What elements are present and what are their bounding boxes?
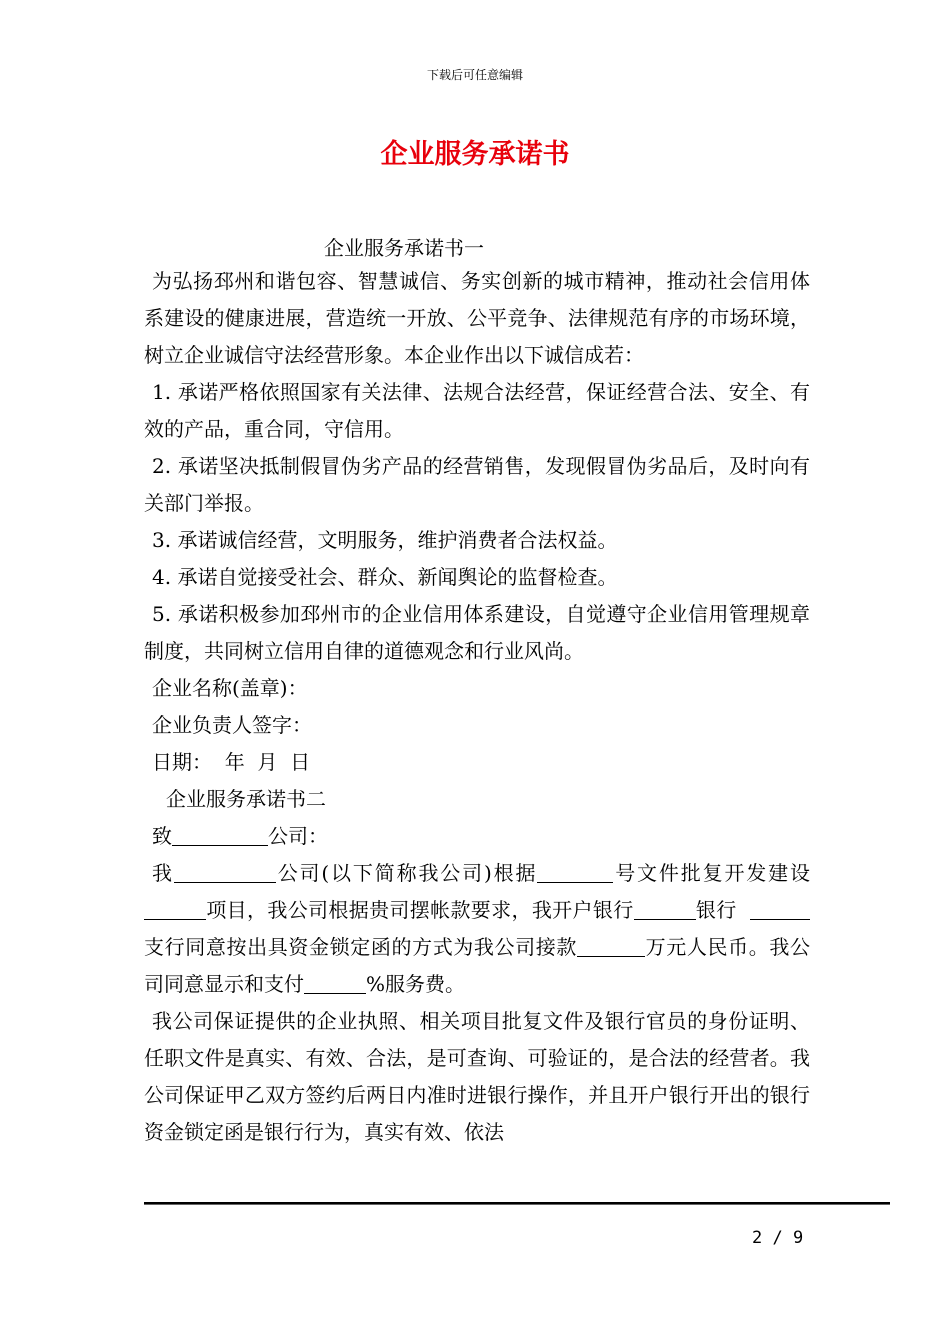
intro-paragraph: 为弘扬邳州和谐包容、智慧诚信、务实创新的城市精神，推动社会信用体系建设的健康进展，营造统一开放、公平竞争、法律规范有序的市场环境，树立企业诚信守法经营形象。本企业作出以下诚信成若： bbox=[144, 269, 810, 367]
blank-line bbox=[172, 823, 268, 846]
footer-rule bbox=[144, 1202, 890, 1205]
list-item: 3. 承诺诚信经营，文明服务，维护消费者合法权益。 bbox=[152, 528, 618, 552]
text-segment: 支行同意按出具资金锁定函的方式为我公司接款 bbox=[144, 935, 578, 959]
blank-line bbox=[750, 897, 810, 920]
addressee-suffix: 公司： bbox=[268, 824, 328, 848]
list-item: 2. 承诺坚决抵制假冒伪劣产品的经营销售，发现假冒伪劣品后，及时向有关部门举报。 bbox=[144, 454, 810, 515]
text-segment: 万元人民币。我公司同意显示和支付 bbox=[144, 935, 811, 996]
list-item: 1. 承诺严格依照国家有关法律、法规合法经营，保证经营合法、安全、有效的产品，重合同，守信用。 bbox=[144, 380, 810, 441]
section-title-2: 企业服务承诺书二 bbox=[166, 787, 326, 811]
section-title-1: 企业服务承诺书一 bbox=[324, 236, 484, 260]
list-item: 5. 承诺积极参加邳州市的企业信用体系建设，自觉遵守企业信用管理规章制度，共同树立信用自律的道德观念和行业风尚。 bbox=[144, 602, 810, 663]
text-segment: 银行 bbox=[695, 898, 737, 922]
blank-line bbox=[304, 971, 366, 994]
company-name-line: 企业名称(盖章)： bbox=[152, 676, 308, 700]
header-note: 下载后可任意编辑 bbox=[426, 68, 523, 82]
addressee-line bbox=[144, 818, 810, 855]
text-segment: %服务费。 bbox=[366, 972, 466, 996]
blank-line bbox=[577, 934, 645, 957]
document-title: 企业服务承诺书 bbox=[380, 139, 570, 170]
page-number: 2 / 9 bbox=[752, 1228, 804, 1248]
document-body bbox=[144, 263, 810, 1151]
text-segment: 我 bbox=[152, 861, 174, 885]
body-paragraph-2: 我公司保证提供的企业执照、相关项目批复文件及银行官员的身份证明、任职文件是真实、有效、合法，是可查询、可验证的，是合法的经营者。我公司保证甲乙双方签约后两日内准时进银行操作，并且开户银行开出的银行资金锁定函是银行行为，真实有效、依法 bbox=[144, 1009, 810, 1144]
addressee-prefix: 致 bbox=[152, 824, 172, 848]
blank-line bbox=[174, 860, 276, 883]
text-segment: 公司(以下简称我公司)根据 bbox=[275, 861, 538, 885]
text-segment: 号文件批复开发建设 bbox=[613, 861, 811, 885]
blank-line bbox=[144, 897, 206, 920]
text-segment: 项目，我公司根据贵司摆帐款要求，我开户银行 bbox=[206, 898, 634, 922]
blank-line bbox=[537, 860, 613, 883]
responsible-signature-line: 企业负责人签字： bbox=[152, 713, 312, 737]
list-item: 4. 承诺自觉接受社会、群众、新闻舆论的监督检查。 bbox=[152, 565, 618, 589]
blank-line bbox=[634, 897, 696, 920]
date-line: 日期： 年 月 日 bbox=[152, 750, 311, 774]
body-paragraph-1 bbox=[144, 855, 810, 1003]
